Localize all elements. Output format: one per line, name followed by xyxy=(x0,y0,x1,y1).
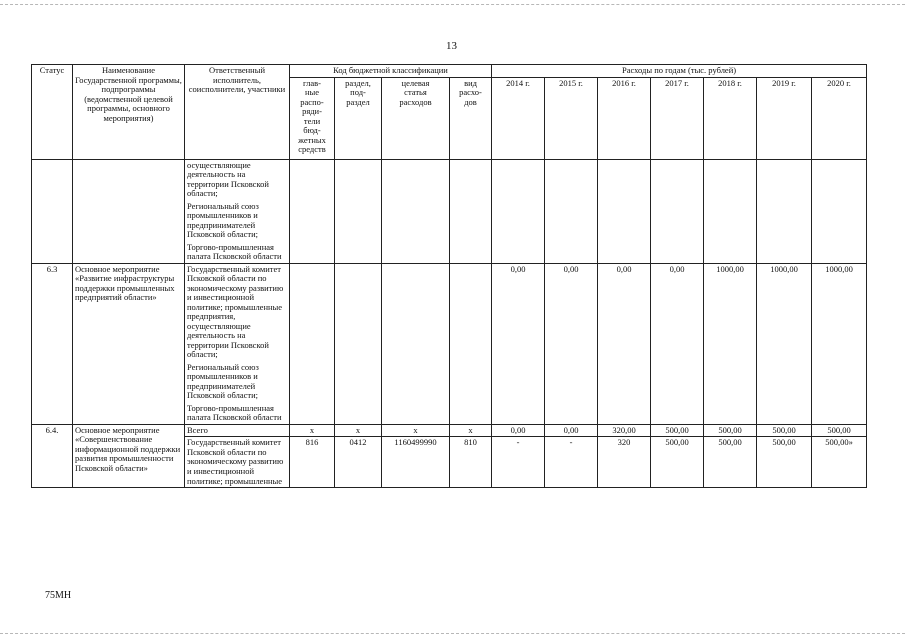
cell-value: 0,00 xyxy=(598,263,651,424)
header-year: 2015 г. xyxy=(545,77,598,159)
cell-value: 0,00 xyxy=(651,263,704,424)
header-year: 2016 г. xyxy=(598,77,651,159)
header-executor: Ответственный исполнитель, соисполнители, участники xyxy=(185,65,290,160)
cell-value: 1000,00 xyxy=(704,263,757,424)
executor-part: Государственный комитет Псковской области по экономическому развитию и инвестиционной политике; промышленные предприятия, осуществляющие деятельность на территории Псковской области; xyxy=(187,263,284,360)
cell-value: 1000,00 xyxy=(757,263,812,424)
executor-part: Региональный союз промышленников и предпринимателей Псковской области; xyxy=(187,361,259,401)
cell-empty xyxy=(290,159,335,263)
cell-empty xyxy=(812,159,867,263)
header-section: раздел, под- раздел xyxy=(335,77,382,159)
cell-executor xyxy=(185,159,290,263)
cell-empty xyxy=(335,159,382,263)
table-row-6-4-total xyxy=(32,424,867,437)
page-number: 13 xyxy=(446,40,457,52)
cell-status: 6.3 xyxy=(32,263,73,424)
executor-part: Региональный союз промышленников и предпринимателей Псковской области; xyxy=(187,200,259,240)
cell-status xyxy=(32,159,73,263)
cell-value: 0,00 xyxy=(492,263,545,424)
cell-value: 500,00 xyxy=(704,437,757,488)
footer-code: 75МН xyxy=(45,590,72,601)
cell-empty xyxy=(450,263,492,424)
cell-value: 500,00 xyxy=(757,437,812,488)
header-budget-code: Код бюджетной классификации xyxy=(290,65,492,78)
executor-part: Торгово-промышленная палата Псковской области xyxy=(187,402,282,423)
header-year: 2017 г. xyxy=(651,77,704,159)
header-year: 2018 г. xyxy=(704,77,757,159)
header-status: Статус xyxy=(32,65,73,160)
cell-name: Основное мероприятие «Совершенствование информационной поддержки развития промышленности Псковской области» xyxy=(73,424,185,487)
cell-value: - xyxy=(545,437,598,488)
cell-value: 0,00 xyxy=(492,424,545,437)
cell-empty xyxy=(492,159,545,263)
cell-value: 0,00 xyxy=(545,263,598,424)
cell-status: 6.4. xyxy=(32,424,73,487)
cell-value: 500,00» xyxy=(812,437,867,488)
cell-value: - xyxy=(492,437,545,488)
cell-value: 500,00 xyxy=(704,424,757,437)
cell-empty xyxy=(290,263,335,424)
cell-value: 500,00 xyxy=(651,437,704,488)
cell-executor xyxy=(185,263,290,424)
cell-value: 1000,00 xyxy=(812,263,867,424)
cell-code: х xyxy=(450,424,492,437)
header-row-1 xyxy=(32,65,867,78)
cell-code: х xyxy=(335,424,382,437)
header-expenses: Расходы по годам (тыс. рублей) xyxy=(492,65,867,78)
cell-value: 0,00 xyxy=(545,424,598,437)
cell-empty xyxy=(598,159,651,263)
header-grbs: глав- ные распо- ряди- тели бюд- жетных средств xyxy=(290,77,335,159)
header-year: 2019 г. xyxy=(757,77,812,159)
header-kind: вид расхо- дов xyxy=(450,77,492,159)
header-year: 2020 г. xyxy=(812,77,867,159)
cell-executor: Государственный комитет Псковской области по экономическому развитию и инвестиционной политике; промышленные xyxy=(185,437,290,488)
table-row-continued xyxy=(32,159,867,263)
cell-empty xyxy=(382,159,450,263)
cell-name xyxy=(73,159,185,263)
cell-value: 320,00 xyxy=(598,424,651,437)
cell-code: 1160499990 xyxy=(382,437,450,488)
cell-empty xyxy=(757,159,812,263)
cell-empty xyxy=(545,159,598,263)
cell-value: 500,00 xyxy=(651,424,704,437)
cell-code: 816 xyxy=(290,437,335,488)
cell-executor: Всего xyxy=(185,424,290,437)
cell-code: 810 xyxy=(450,437,492,488)
cell-empty xyxy=(651,159,704,263)
budget-table xyxy=(31,64,867,488)
cell-value: 320 xyxy=(598,437,651,488)
executor-part: Торгово-промышленная палата Псковской области xyxy=(187,241,282,262)
cell-name: Основное мероприятие «Развитие инфраструктуры поддержки промышленных предприятий области» xyxy=(73,263,185,424)
cell-code: х xyxy=(290,424,335,437)
executor-part: осуществляющие деятельность на территории Псковской области; xyxy=(187,159,269,199)
header-year: 2014 г. xyxy=(492,77,545,159)
cell-empty xyxy=(450,159,492,263)
scan-line-bottom xyxy=(0,633,905,634)
cell-empty xyxy=(335,263,382,424)
cell-code: 0412 xyxy=(335,437,382,488)
cell-code: х xyxy=(382,424,450,437)
header-name: Наименование Государственной программы, подпрограммы (ведомственной целевой программы, основного мероприятия) xyxy=(73,65,185,160)
cell-empty xyxy=(704,159,757,263)
scan-line-top xyxy=(0,4,905,5)
table-row-6-3 xyxy=(32,263,867,424)
cell-empty xyxy=(382,263,450,424)
cell-value: 500,00 xyxy=(757,424,812,437)
cell-value: 500,00 xyxy=(812,424,867,437)
header-target: целевая статья расходов xyxy=(382,77,450,159)
